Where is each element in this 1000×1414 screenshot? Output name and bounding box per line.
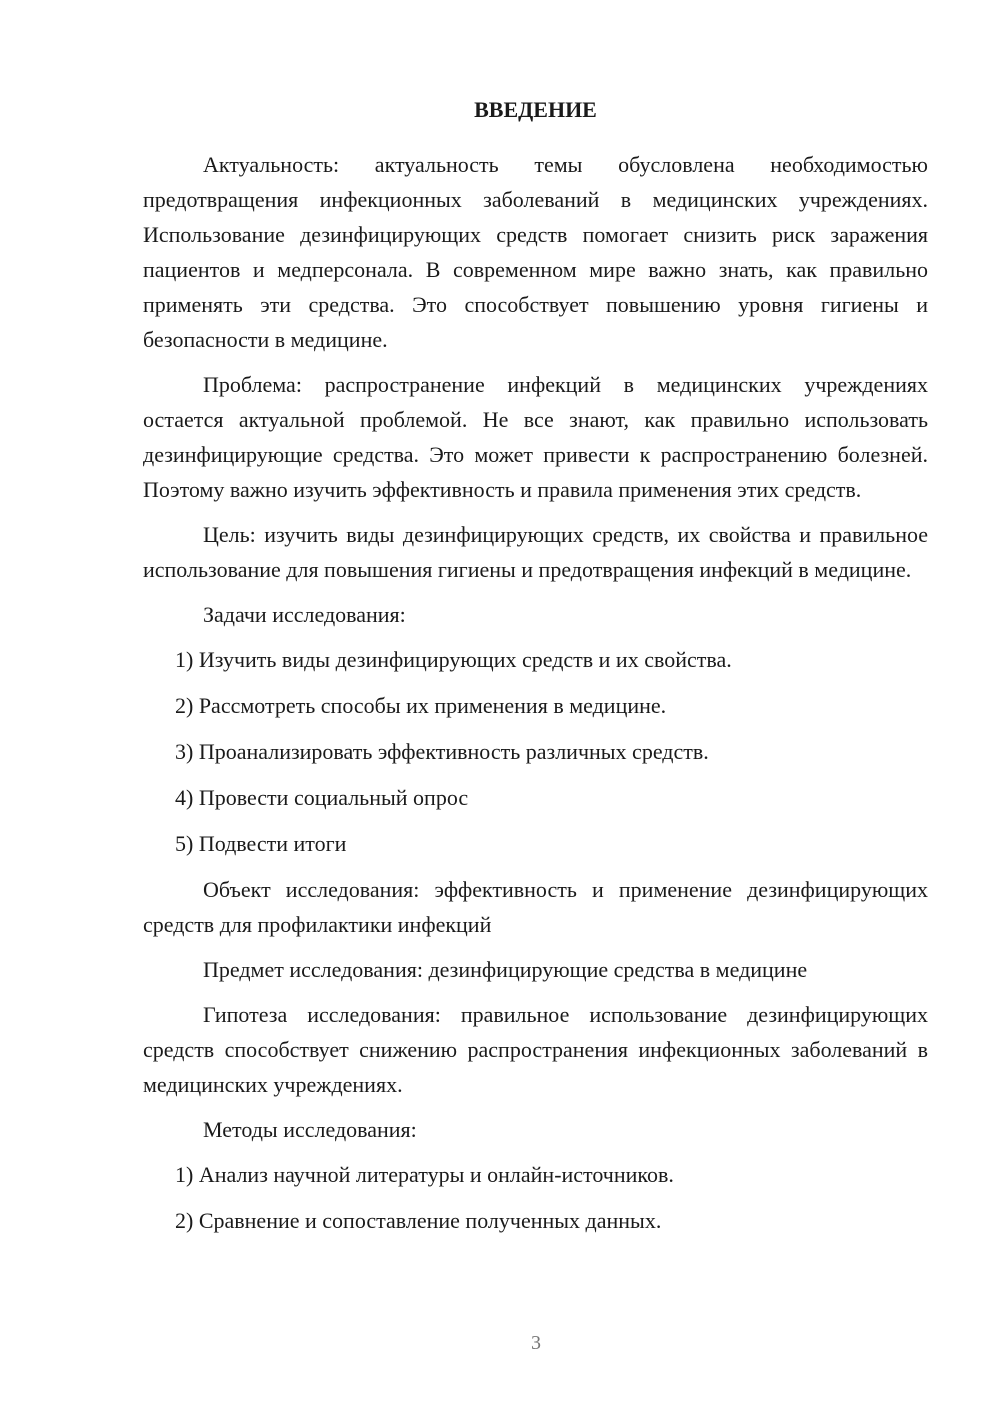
relevance-paragraph: Актуальность: актуальность темы обусловлена необходимостью предотвращения инфекционных заболеваний в медицинских учреждениях. Использование дезинфицирующих средств помогает снизить риск заражения пациентов и медперсонала. В современном мире важно знать, как правильно применять эти средства. Это способствует повышению уровня гигиены и безопасности в медицине. — [143, 152, 928, 352]
methods-heading: Методы исследования: — [203, 1117, 417, 1142]
problem-paragraph: Проблема: распространение инфекций в медицинских учреждениях остается актуальной проблемой. Не все знают, как правильно использовать дезинфицирующие средства. Это может привести к распространению болезней. Поэтому важно изучить эффективность и правила применения этих средств. — [143, 372, 928, 502]
method-item: 1) Анализ научной литературы и онлайн-источников. — [175, 1162, 674, 1187]
method-item: 2) Сравнение и сопоставление полученных данных. — [175, 1208, 662, 1233]
object-paragraph: Объект исследования: эффективность и применение дезинфицирующих средств для профилактики инфекций — [143, 877, 928, 937]
task-item: 5) Подвести итоги — [175, 831, 347, 856]
document-page — [143, 92, 928, 1249]
task-item: 1) Изучить виды дезинфицирующих средств и их свойства. — [175, 647, 732, 672]
subject-paragraph: Предмет исследования: дезинфицирующие средства в медицине — [203, 957, 808, 982]
task-item: 2) Рассмотреть способы их применения в медицине. — [175, 693, 667, 718]
methods-list — [143, 1157, 928, 1239]
task-item: 4) Провести социальный опрос — [175, 785, 469, 810]
tasks-heading: Задачи исследования: — [203, 602, 406, 627]
goal-paragraph: Цель: изучить виды дезинфицирующих средств, их свойства и правильное использование для повышения гигиены и предотвращения инфекций в медицине. — [143, 522, 928, 582]
task-item: 3) Проанализировать эффективность различных средств. — [175, 739, 709, 764]
document-title: ВВЕДЕНИЕ — [474, 97, 597, 122]
hypothesis-paragraph: Гипотеза исследования: правильное использование дезинфицирующих средств способствует снижению распространения инфекционных заболеваний в медицинских учреждениях. — [143, 1002, 928, 1097]
tasks-list — [143, 642, 928, 862]
page-number: 3 — [531, 1332, 541, 1354]
